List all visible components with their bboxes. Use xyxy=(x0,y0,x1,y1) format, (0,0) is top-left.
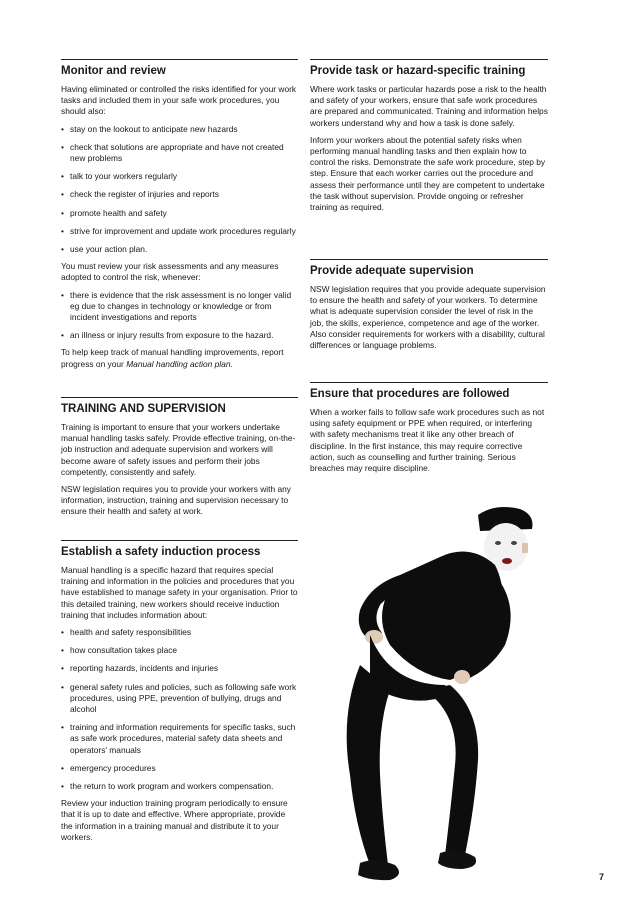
list-item: • strive for improvement and update work procedures regularly xyxy=(61,226,298,237)
monitor-list xyxy=(61,124,298,256)
review-list xyxy=(61,290,298,342)
list-item: • stay on the lookout to anticipate new hazards xyxy=(61,124,298,135)
action-plan-link: Manual handling action plan xyxy=(126,358,231,369)
list-item: • an illness or injury results from exposure to the hazard. xyxy=(61,330,298,341)
induction-title: Establish a safety induction process xyxy=(61,546,261,558)
procedures-p1: When a worker fails to follow safe work procedures such as not using safety equipment or PPE when required, or interfering with safety mechanisms treat it like any other breach of discipline. In the first instance, this may require corrective action, such as counselling and further training. Serious breaches may require discipline. xyxy=(310,407,545,474)
track-text-main: To help keep track of manual handling improvements, report progress on your xyxy=(61,347,284,369)
task-training-section xyxy=(310,59,548,219)
section-rule xyxy=(61,59,298,60)
supervision-title: Provide adequate supervision xyxy=(310,265,474,277)
induction-intro: Manual handling is a specific hazard that requires special training and information in the policies and procedures that you have established to manage safety in your organisation. Prior to this detailed training, new workers should receive induction training that includes information about: xyxy=(61,565,298,620)
review-intro: You must review your risk assessments and any measures adopted to control the risk, whenever: xyxy=(61,261,279,283)
section-rule xyxy=(61,540,298,541)
list-item: • promote health and safety xyxy=(61,208,298,219)
section-rule xyxy=(310,382,548,383)
mime-back-pain-image xyxy=(330,495,560,895)
list-item: • general safety rules and policies, such as following safe work procedures, using PPE, prevention of bullying, drugs and alcohol xyxy=(61,682,298,716)
list-item: • reporting hazards, incidents and injuries xyxy=(61,663,298,674)
supervision-section xyxy=(310,259,548,357)
track-text-end: . xyxy=(230,358,233,369)
supervision-p1: NSW legislation requires that you provide adequate supervision to ensure the health and safety of your workers. To determine what is adequate supervision consider the level of risk in the job, the skills, experience, competence and age of the worker. Also consider requirements for workers with a disability, cultural differences or language problems. xyxy=(310,284,546,351)
list-item: • use your action plan. xyxy=(61,244,298,255)
section-rule xyxy=(61,397,298,398)
training-p1: Training is important to ensure that your workers undertake manual handling tasks safely. Provide effective training, on-the-job instruction and adequate supervision and workers will become aware of safety issues and perform their jobs competently, consistently and safely. xyxy=(61,422,296,477)
track-text xyxy=(61,347,298,369)
list-item: • emergency procedures xyxy=(61,763,298,774)
list-item: • check the register of injuries and reports xyxy=(61,189,298,200)
task-training-p2: Inform your workers about the potential safety risks when performing manual handling tasks and then explain how to control the risks. Demonstrate the safe work procedure, step by step. Ensure that each worker carries out the procedure and assess their performance until they are competent to undertake the task without supervision. Provide ongoing or refresher training as required. xyxy=(310,134,546,213)
list-item: • check that solutions are appropriate and have not created new problems xyxy=(61,142,298,164)
section-rule xyxy=(310,59,548,60)
list-item: • how consultation takes place xyxy=(61,645,298,656)
induction-section xyxy=(61,540,298,849)
training-section xyxy=(61,397,298,524)
training-title: TRAINING AND SUPERVISION xyxy=(61,403,226,415)
procedures-section xyxy=(310,382,548,480)
list-item: • training and information requirements for specific tasks, such as safe work procedures, material safety data sheets and operators' manuals xyxy=(61,722,298,756)
page-number: 7 xyxy=(599,872,605,882)
list-item: • health and safety responsibilities xyxy=(61,627,298,638)
task-training-p1: Where work tasks or particular hazards pose a risk to the health and safety of your workers, ensure that safe work procedures are prepared and communicated. Training and information helps workers understand why and how a task is done safely. xyxy=(310,84,548,128)
list-item: • the return to work program and workers compensation. xyxy=(61,781,298,792)
list-item: • talk to your workers regularly xyxy=(61,171,298,182)
monitor-title: Monitor and review xyxy=(61,65,166,77)
monitor-intro: Having eliminated or controlled the risks identified for your work tasks and included them in your safe work procedures, you should also: xyxy=(61,84,297,117)
induction-list xyxy=(61,627,298,792)
monitor-section xyxy=(61,59,298,376)
training-p2: NSW legislation requires you to provide your workers with any information, instruction, training and supervision necessary to ensure their health and safety at work. xyxy=(61,484,291,517)
procedures-title: Ensure that procedures are followed xyxy=(310,388,510,400)
section-rule xyxy=(310,259,548,260)
induction-outro: Review your induction training program periodically to ensure that it is up to date and effective. Where appropriate, provide the information in a training manual and distribute it to your workers. xyxy=(61,798,288,842)
task-training-title: Provide task or hazard-specific training xyxy=(310,65,526,77)
list-item: • there is evidence that the risk assessment is no longer valid eg due to changes in technology or knowledge or from incident investigations and reports xyxy=(61,290,298,324)
